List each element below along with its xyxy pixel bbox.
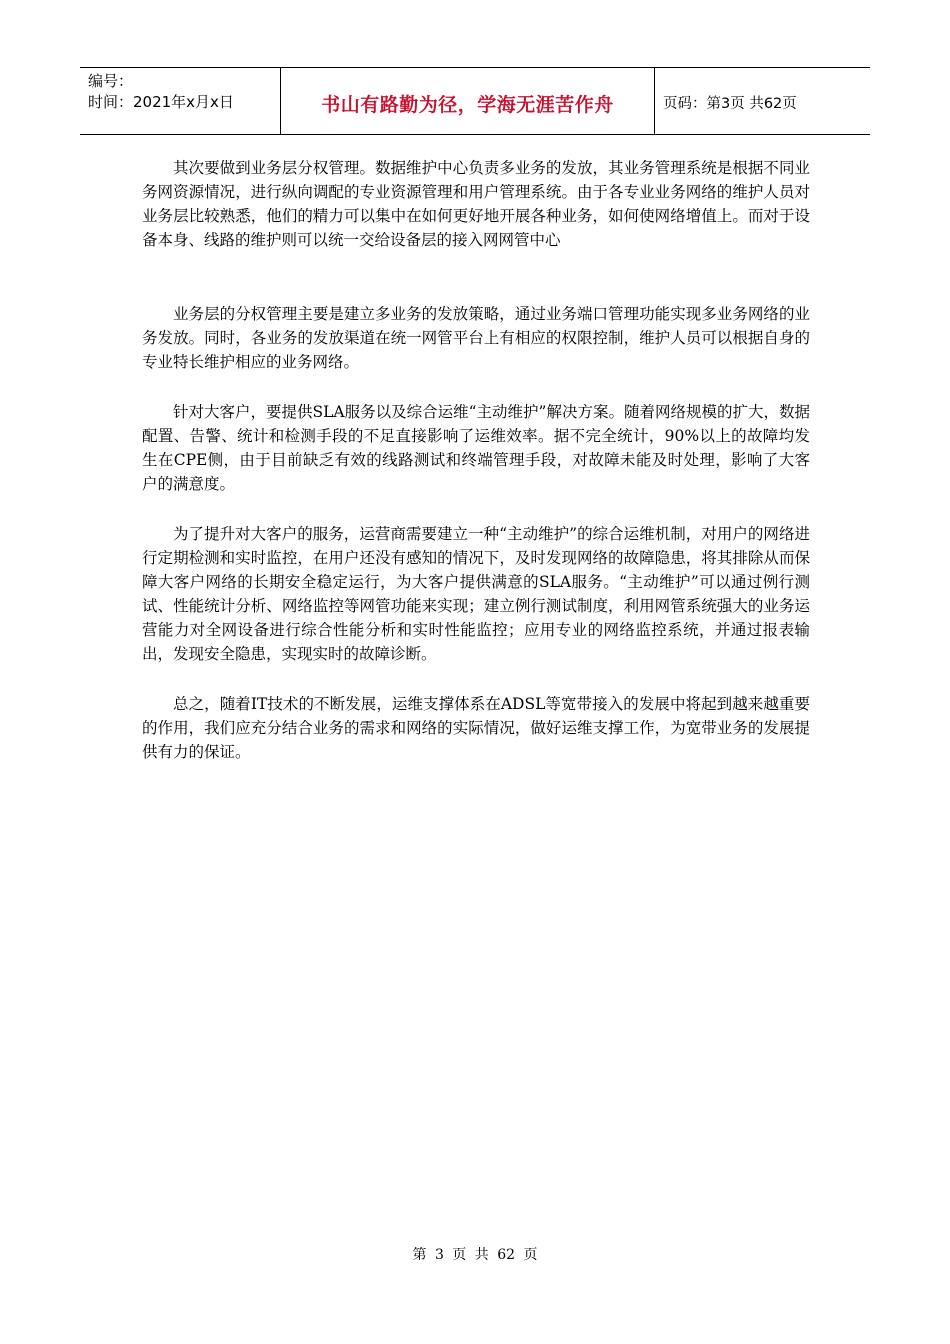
body-paragraph: 针对大客户，要提供SLA服务以及综合运维“主动维护”解决方案。随着网络规模的扩大，数据配置、告警、统计和检测手段的不足直接影响了运维效率。据不完全统计，90%以上的故障均发生在CPE侧，由于目前缺乏有效的线路测试和终端管理手段，对故障未能及时处理，影响了大客户的满意度。 — [142, 403, 810, 493]
document-body — [142, 156, 810, 764]
page-footer — [0, 1244, 950, 1264]
body-paragraph: 为了提升对大客户的服务，运营商需要建立一种“主动维护”的综合运维机制，对用户的网络进行定期检测和实时监控，在用户还没有感知的情况下，及时发现网络的故障隐患，将其排除从而保障大客户网络的长期安全稳定运行，为大客户提供满意的SLA服务。“主动维护”可以通过例行测试、性能统计分析、网络监控等网管功能来实现；建立例行测试制度，利用网管系统强大的业务运营能力对全网设备进行综合性能分析和实时性能监控；应用专业的网络监控系统，并通过报表输出，发现安全隐患，实现实时的故障诊断。 — [142, 525, 810, 663]
header-meta-cell — [80, 68, 281, 134]
header-motto: 书山有路勤为径，学海无涯苦作舟 — [321, 93, 614, 116]
header-page-cell — [655, 68, 870, 134]
body-paragraph: 总之，随着IT技术的不断发展，运维支撑体系在ADSL等宽带接入的发展中将起到越来越重要的作用，我们应充分结合业务的需求和网络的实际情况，做好运维支撑工作，为宽带业务的发展提供有力的保证。 — [142, 695, 810, 761]
body-paragraph: 业务层的分权管理主要是建立多业务的发放策略，通过业务端口管理功能实现多业务网络的业务发放。同时，各业务的发放渠道在统一网管平台上有相应的权限控制，维护人员可以根据自身的专业特长维护相应的业务网络。 — [142, 305, 810, 371]
header-page-info: 页码：第3页 共62页 — [663, 95, 797, 112]
document-number-label: 编号： — [88, 72, 134, 90]
document-header — [80, 67, 870, 135]
footer-page-number: 第 3 页 共 62 页 — [412, 1247, 538, 1263]
body-paragraph: 其次要做到业务层分权管理。数据维护中心负责多业务的发放，其业务管理系统是根据不同业务网资源情况，进行纵向调配的专业资源管理和用户管理系统。由于各专业业务网络的维护人员对业务层比较熟悉，他们的精力可以集中在如何更好地开展各种业务，如何使网络增值上。而对于设备本身、线路的维护则可以统一交给设备层的接入网网管中心 — [142, 159, 810, 249]
header-motto-cell — [281, 68, 655, 134]
document-date-label: 时间：2021年x月x日 — [88, 93, 234, 111]
